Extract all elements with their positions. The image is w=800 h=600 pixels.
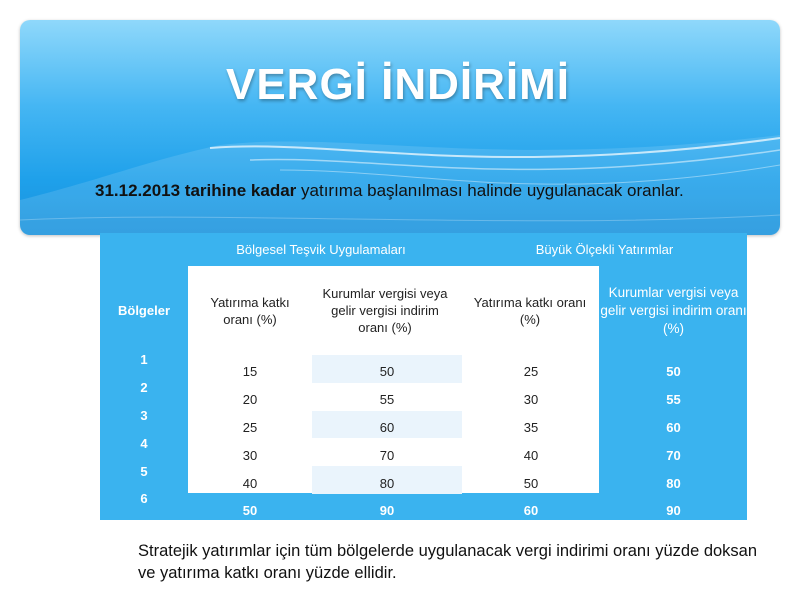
subheader-tax-1: Kurumlar vergisi veya gelir vergisi indirim oranı (%) bbox=[322, 286, 448, 335]
table-cell: 50 bbox=[242, 503, 258, 519]
region-label: 3 bbox=[140, 407, 148, 423]
subtitle-rest: yatırıma başlanılması halinde uygulanacak oranlar. bbox=[296, 181, 684, 200]
table-cell: 55 bbox=[379, 392, 395, 408]
group-header-regional: Bölgesel Teşvik Uygulamaları bbox=[236, 242, 406, 257]
table-cell: 60 bbox=[379, 419, 395, 435]
table-cell: 70 bbox=[666, 447, 681, 463]
table-cell: 50 bbox=[379, 364, 395, 380]
subtitle-bold: 31.12.2013 tarihine kadar bbox=[95, 181, 297, 200]
footer-note: Stratejik yatırımlar için tüm bölgelerde uygulanacak vergi indirimi oranı yüzde doksan ve yatırıma katkı oranı yüzde ellidir. bbox=[138, 542, 758, 582]
region-label: 5 bbox=[140, 463, 148, 479]
regions-header: Bölgeler bbox=[117, 303, 170, 318]
table-cell: 25 bbox=[242, 419, 258, 435]
subheader-tax-2: Kurumlar vergisi veya gelir vergisi indirim oranı (%) bbox=[600, 284, 747, 336]
table-cell: 60 bbox=[666, 419, 681, 435]
table-cell: 40 bbox=[242, 475, 258, 491]
region-label: 4 bbox=[140, 435, 148, 451]
table-cell: 25 bbox=[523, 364, 539, 380]
wave-decoration bbox=[20, 20, 780, 235]
group-header-large-scale: Büyük Ölçekli Yatırımlar bbox=[535, 242, 674, 257]
table-cell: 40 bbox=[523, 447, 539, 463]
table-cell: 30 bbox=[242, 447, 258, 463]
table-cell: 80 bbox=[379, 475, 395, 491]
table-cell: 50 bbox=[523, 475, 539, 491]
table-cell: 55 bbox=[666, 392, 681, 408]
table-cell: 20 bbox=[242, 392, 258, 408]
table-cell: 90 bbox=[379, 503, 395, 519]
title-banner bbox=[20, 20, 780, 235]
page-title: VERGİ İNDİRİMİ bbox=[225, 60, 571, 109]
region-label: 2 bbox=[140, 380, 148, 396]
tax-table bbox=[100, 233, 747, 520]
table-cell: 90 bbox=[666, 503, 681, 519]
table-cell: 70 bbox=[379, 447, 395, 463]
table-cell: 60 bbox=[523, 503, 539, 519]
table-cell: 15 bbox=[242, 364, 258, 380]
region-label: 1 bbox=[140, 352, 148, 368]
region-label: 6 bbox=[140, 491, 148, 507]
table-cell: 30 bbox=[523, 392, 539, 408]
subheader-investment-2: Yatırıma katkı oranı (%) bbox=[473, 294, 587, 327]
subheader-investment-1: Yatırıma katkı oranı (%) bbox=[210, 294, 290, 327]
table-cell: 50 bbox=[666, 364, 681, 380]
table-cell: 35 bbox=[523, 419, 539, 435]
table-cell: 80 bbox=[666, 475, 681, 491]
subtitle bbox=[95, 180, 735, 202]
